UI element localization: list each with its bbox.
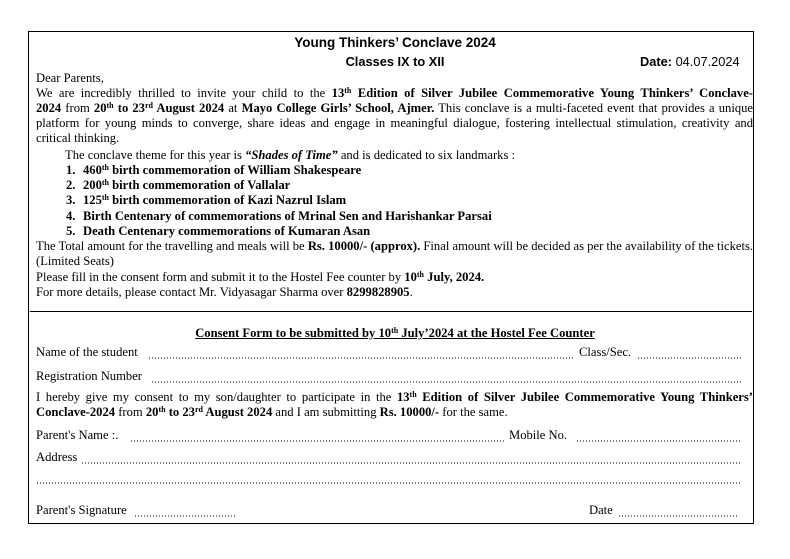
submit-instruction: Please fill in the consent form and submit it to the Hostel Fee counter by 10th July, 2024. xyxy=(36,270,485,284)
registration-label: Registration Number xyxy=(36,369,142,383)
parent-name-field[interactable] xyxy=(130,440,505,442)
mobile-label: Mobile No. xyxy=(509,428,568,442)
student-name-field[interactable] xyxy=(148,357,574,359)
mobile-field[interactable] xyxy=(576,440,742,442)
parent-name-label: Parent's Name :. xyxy=(36,428,119,442)
landmark-item: 2. 200th birth commemoration of Vallalar xyxy=(66,178,291,193)
class-sec-label: Class/Sec. xyxy=(579,345,632,359)
consent-declaration-cont: Conclave-2024 from 20th to 23rd August 2024 and I am submitting Rs. 10000/- for the same. xyxy=(36,405,508,419)
consent-form-title: Consent Form to be submitted by 10th July’2024 at the Hostel Fee Counter xyxy=(195,326,595,340)
address-label: Address xyxy=(36,450,78,464)
salutation: Dear Parents, xyxy=(36,71,104,85)
signature-date-field[interactable] xyxy=(618,515,738,517)
contact-phone: 8299828905 xyxy=(346,285,410,299)
landmark-item: 5. Death Centenary commemorations of Kumaran Asan xyxy=(66,223,371,238)
classes-subtitle: Classes IX to XII xyxy=(345,54,445,69)
landmark-item: 3. 125th birth commemoration of Kazi Nazrul Islam xyxy=(66,193,347,208)
intro-paragraph: We are incredibly thrilled to invite your child to the 13th Edition of Silver Jubilee Commemorative Young Thinkers’ Conclave- xyxy=(36,86,753,100)
address-field-line-1[interactable] xyxy=(81,462,742,464)
section-divider xyxy=(30,311,752,312)
class-sec-field[interactable] xyxy=(637,357,741,359)
registration-field[interactable] xyxy=(151,381,742,383)
theme-line: The conclave theme for this year is “Shades of Time” and is dedicated to six landmarks : xyxy=(65,148,516,162)
date-value: 04.07.2024 xyxy=(675,54,740,69)
amount-paragraph: The Total amount for the travelling and meals will be Rs. 10000/- (approx). Final amount will be decided as per the availability of the tickets. (Limited Seats) xyxy=(36,239,754,268)
student-name-label: Name of the student xyxy=(36,345,138,359)
date-label: Date: xyxy=(640,54,672,69)
parent-signature-field[interactable] xyxy=(134,515,235,517)
page-title: Young Thinkers’ Conclave 2024 xyxy=(294,35,496,50)
letter-date xyxy=(640,54,740,69)
parent-signature-label: Parent's Signature xyxy=(36,503,127,517)
landmark-item: 4. Birth Centenary of commemorations of Mrinal Sen and Harishankar Parsai xyxy=(66,208,492,223)
consent-declaration: I hereby give my consent to my son/daughter to participate in the 13th Edition of Silver Jubilee Commemorative Young Thinkers’ xyxy=(36,390,753,404)
signature-date-label: Date xyxy=(589,503,613,517)
address-field-line-2[interactable] xyxy=(36,482,742,484)
theme-name: “Shades of Time” xyxy=(245,148,338,162)
intro-paragraph-cont: 2024 from 20th to 23rd August 2024 at Mayo College Girls’ School, Ajmer. This conclave is a multi-faceted event that provides a unique platform for young minds to converge, share ideas and engage in meaningful dialogue, fostering intellectual stimulation, creativity and critical thinking. xyxy=(36,101,753,145)
landmark-item: 1. 460th birth commemoration of William Shakespeare xyxy=(66,163,362,177)
contact-line: For more details, please contact Mr. Vidyasagar Sharma over 8299828905. xyxy=(36,285,413,299)
